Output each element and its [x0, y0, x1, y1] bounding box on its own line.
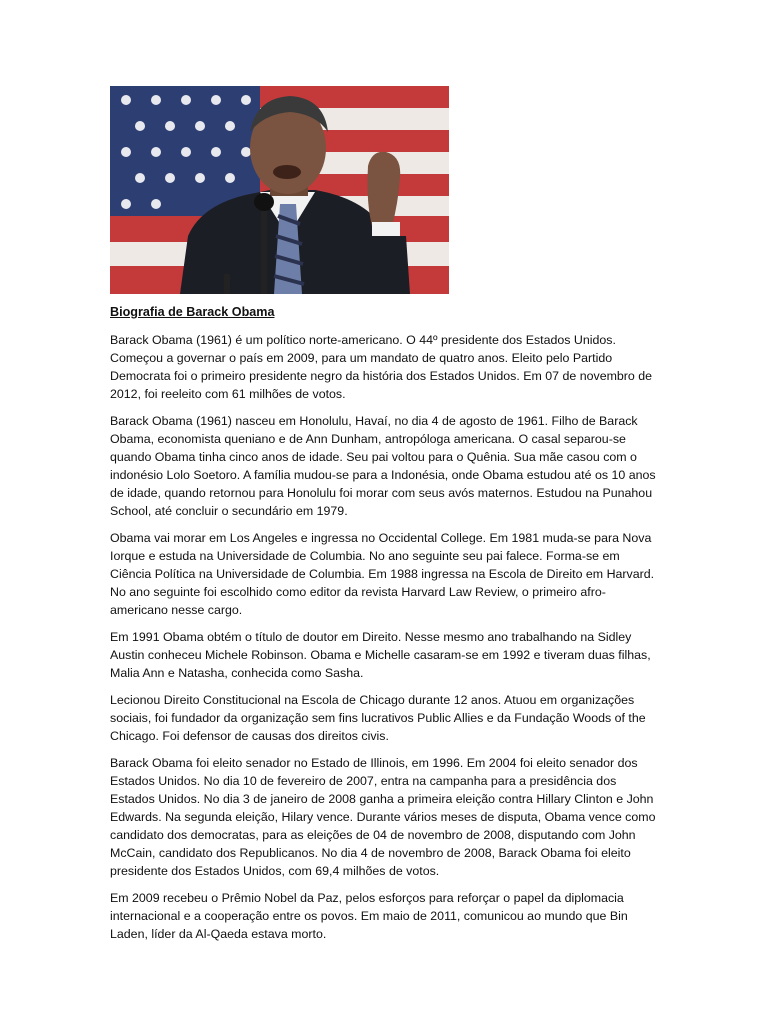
- paragraph-1: Barack Obama (1961) é um político norte-americano. O 44º presidente dos Estados Unidos. Começou a governar o país em 2009, para um mandato de quatro anos. Eleito pelo Partido Democrata foi o primeiro presidente negro da história dos Estados Unidos. Em 07 de novembro de 2012, foi reeleito com 61 milhões de votos.: [110, 333, 653, 401]
- article: [110, 303, 658, 952]
- paragraph-3: Obama vai morar em Los Angeles e ingressa no Occidental College. Em 1981 muda-se para Nova Iorque e estuda na Universidade de Columbia. No ano seguinte seu pai falece. Forma-se em Ciência Política na Universidade de Columbia. Em 1988 ingressa na Escola de Direito em Harvard. No ano seguinte foi escolhido como editor da revista Harvard Law Review, o primeiro afro-americano nesse cargo.: [110, 531, 655, 617]
- document-title: Biografia de Barack Obama: [110, 305, 275, 319]
- paragraph-7: Em 2009 recebeu o Prêmio Nobel da Paz, pelos esforços para reforçar o papel da diplomacia internacional e a cooperação entre os povos. Em maio de 2011, comunicou ao mundo que Bin Laden, líder da Al-Qaeda estava morto.: [110, 891, 628, 941]
- paragraph-2: Barack Obama (1961) nasceu em Honolulu, Havaí, no dia 4 de agosto de 1961. Filho de Barack Obama, economista queniano e de Ann Dunham, antropóloga americana. O casal separou-se quando Obama tinha cinco anos de idade. Seu pai voltou para o Quênia. Sua mãe casou com o indonésio Lolo Soetoro. A família mudou-se para a Indonésia, onde Obama estudou até os 10 anos de idade, quando retornou para Honolulu foi morar com seus avós maternos. Estudou na Punahou School, até concluir o secundário em 1979.: [110, 414, 656, 518]
- paragraph-5: Lecionou Direito Constitucional na Escola de Chicago durante 12 anos. Atuou em organizações sociais, foi fundador da organização sem fins lucrativos Public Allies e da Fundação Woods of the Chicago. Foi defensor de causas dos direitos civis.: [110, 693, 646, 743]
- portrait-photo: [110, 86, 449, 294]
- paragraph-4: Em 1991 Obama obtém o título de doutor em Direito. Nesse mesmo ano trabalhando na Sidley Austin conheceu Michele Robinson. Obama e Michelle casaram-se em 1992 e tiveram duas filhas, Malia Ann e Natasha, conhecida como Sasha.: [110, 630, 651, 680]
- paragraph-6: Barack Obama foi eleito senador no Estado de Illinois, em 1996. Em 2004 foi eleito senador dos Estados Unidos. No dia 10 de fevereiro de 2007, entra na campanha para a presidência dos Estados Unidos. No dia 3 de janeiro de 2008 ganha a primeira eleição contra Hillary Clinton e John Edwards. Na segunda eleição, Hilary vence. Durante vários meses de disputa, Obama vence como candidato dos democratas, para as eleições de 04 de novembro de 2008, disputando com John McCain, candidato dos Republicanos. No dia 4 de novembro de 2008, Barack Obama foi eleito presidente dos Estados Unidos, com 69,4 milhões de votos.: [110, 756, 656, 878]
